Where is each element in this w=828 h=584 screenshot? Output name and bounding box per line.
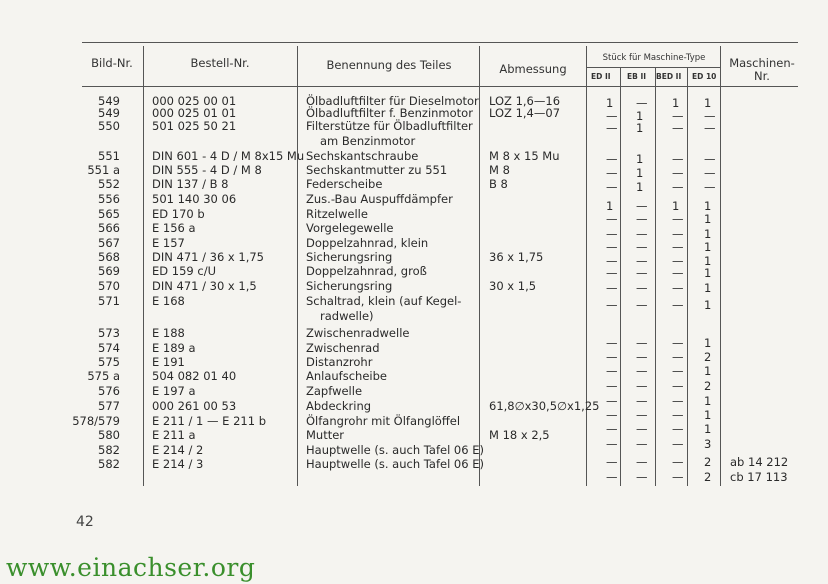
row-quantity-3: — — [672, 394, 684, 408]
row-quantity-2: 1 — [636, 109, 644, 123]
row-bild-nr: 549 — [98, 94, 120, 108]
row-maschinen-nr: cb 17 113 — [730, 470, 788, 484]
row-benennung: Sechskantmutter zu 551 — [306, 163, 448, 177]
row-bild-nr: 574 — [98, 341, 120, 355]
row-quantity-3: — — [672, 455, 684, 469]
row-bild-nr: 577 — [98, 399, 120, 413]
row-abmessung: B 8 — [489, 177, 508, 191]
row-quantity-2: 1 — [636, 152, 644, 166]
row-quantity-4: 1 — [704, 199, 712, 213]
row-quantity-1: — — [606, 121, 618, 135]
header-type-3: BED II — [656, 72, 682, 81]
row-bestell-nr: DIN 137 / B 8 — [152, 177, 229, 191]
row-quantity-4: — — [704, 152, 716, 166]
row-quantity-4: 2 — [704, 379, 712, 393]
row-bild-nr: 551 a — [87, 163, 120, 177]
row-quantity-3: — — [672, 336, 684, 350]
row-abmessung: M 18 x 2,5 — [489, 428, 550, 442]
row-quantity-2: — — [636, 455, 648, 469]
row-quantity-4: 1 — [704, 408, 712, 422]
row-quantity-1: — — [606, 152, 618, 166]
row-quantity-2: — — [636, 336, 648, 350]
row-bestell-nr: E 157 — [152, 236, 185, 250]
row-bild-nr: 582 — [98, 443, 120, 457]
row-quantity-3: — — [672, 240, 684, 254]
row-benennung: Doppelzahnrad, klein — [306, 236, 429, 250]
row-benennung: Abdeckring — [306, 399, 372, 413]
row-quantity-2: 1 — [636, 180, 644, 194]
col-divider-8 — [720, 46, 721, 486]
row-quantity-4: 1 — [704, 364, 712, 378]
header-bild-nr: Bild-Nr. — [91, 56, 133, 70]
row-benennung: radwelle) — [320, 309, 374, 323]
row-bild-nr: 570 — [98, 279, 120, 293]
row-bild-nr: 551 — [98, 149, 120, 163]
row-quantity-3: — — [672, 437, 684, 451]
page-number: 42 — [76, 514, 94, 530]
row-quantity-4: — — [704, 166, 716, 180]
row-quantity-1: — — [606, 408, 618, 422]
row-quantity-4: 1 — [704, 422, 712, 436]
row-bild-nr: 550 — [98, 119, 120, 133]
row-quantity-4: 1 — [704, 281, 712, 295]
row-bestell-nr: E 168 — [152, 294, 185, 308]
row-bestell-nr: E 211 a — [152, 428, 196, 442]
row-benennung: Sicherungsring — [306, 279, 393, 293]
row-bestell-nr: E 189 a — [152, 341, 196, 355]
row-benennung: Anlaufscheibe — [306, 369, 387, 383]
row-quantity-3: — — [672, 422, 684, 436]
row-benennung: Mutter — [306, 428, 345, 442]
row-benennung: Zwischenrad — [306, 341, 380, 355]
row-quantity-4: 1 — [704, 266, 712, 280]
row-bild-nr: 568 — [98, 250, 120, 264]
row-benennung: Zapfwelle — [306, 384, 363, 398]
row-quantity-1: — — [606, 437, 618, 451]
col-divider-3 — [479, 46, 480, 486]
row-benennung: Federscheibe — [306, 177, 383, 191]
row-bestell-nr: E 197 a — [152, 384, 196, 398]
row-bestell-nr: ED 159 c/U — [152, 264, 216, 278]
col-divider-6 — [655, 67, 656, 486]
row-quantity-3: — — [672, 266, 684, 280]
row-quantity-3: 1 — [672, 199, 680, 213]
row-quantity-1: — — [606, 212, 618, 226]
header-abmessung: Abmessung — [499, 62, 567, 76]
row-quantity-4: 1 — [704, 212, 712, 226]
row-bild-nr: 567 — [98, 236, 120, 250]
row-bild-nr: 578/579 — [72, 414, 120, 428]
row-quantity-1: — — [606, 350, 618, 364]
row-quantity-2: — — [636, 364, 648, 378]
row-quantity-3: — — [672, 254, 684, 268]
row-quantity-4: 1 — [704, 254, 712, 268]
row-bild-nr: 575 — [98, 355, 120, 369]
row-quantity-1: — — [606, 336, 618, 350]
row-bestell-nr: 504 082 01 40 — [152, 369, 237, 383]
row-quantity-3: — — [672, 227, 684, 241]
row-quantity-2: — — [636, 199, 648, 213]
row-quantity-2: — — [636, 96, 648, 110]
row-bestell-nr: E 214 / 3 — [152, 457, 204, 471]
row-bestell-nr: ED 170 b — [152, 207, 205, 221]
row-abmessung: 30 x 1,5 — [489, 279, 537, 293]
header-type-2: EB II — [627, 72, 647, 81]
row-quantity-3: — — [672, 470, 684, 484]
row-benennung: Ölfangrohr mit Ölfanglöffel — [306, 414, 461, 428]
row-benennung: Ölbadluftfilter f. Benzinmotor — [306, 106, 473, 120]
col-divider-4 — [586, 46, 587, 486]
row-quantity-2: 1 — [636, 166, 644, 180]
row-quantity-1: — — [606, 298, 618, 312]
row-quantity-4: 1 — [704, 227, 712, 241]
header-maschinen-nr-2: Nr. — [754, 69, 770, 83]
row-quantity-1: — — [606, 455, 618, 469]
row-quantity-2: — — [636, 254, 648, 268]
row-quantity-2: — — [636, 408, 648, 422]
row-bild-nr: 573 — [98, 326, 120, 340]
row-quantity-1: — — [606, 240, 618, 254]
row-quantity-3: — — [672, 166, 684, 180]
row-quantity-3: — — [672, 121, 684, 135]
row-benennung: Filterstütze für Ölbadluftfilter — [306, 119, 473, 133]
row-benennung: am Benzinmotor — [320, 134, 416, 148]
col-divider-7 — [687, 67, 688, 486]
header-stueck-fuer-type: Stück für Maschine-Type — [602, 53, 706, 63]
row-quantity-4: 1 — [704, 336, 712, 350]
row-quantity-4: 1 — [704, 96, 712, 110]
row-quantity-1: — — [606, 364, 618, 378]
col-divider-2 — [297, 46, 298, 486]
row-abmessung: LOZ 1,6—16 — [489, 94, 561, 108]
row-quantity-2: — — [636, 394, 648, 408]
row-bild-nr: 576 — [98, 384, 120, 398]
row-quantity-3: — — [672, 152, 684, 166]
row-quantity-2: — — [636, 240, 648, 254]
row-quantity-1: — — [606, 227, 618, 241]
row-quantity-3: — — [672, 408, 684, 422]
header-type-1: ED II — [591, 72, 611, 81]
row-quantity-4: — — [704, 109, 716, 123]
row-quantity-4: — — [704, 121, 716, 135]
row-quantity-2: — — [636, 227, 648, 241]
row-bestell-nr: 000 261 00 53 — [152, 399, 237, 413]
row-bild-nr: 566 — [98, 221, 120, 235]
row-quantity-2: — — [636, 212, 648, 226]
row-bestell-nr: E 211 / 1 — E 211 b — [152, 414, 267, 428]
row-quantity-2: — — [636, 470, 648, 484]
row-abmessung: M 8 x 15 Mu — [489, 149, 560, 163]
row-quantity-1: — — [606, 180, 618, 194]
row-quantity-3: — — [672, 180, 684, 194]
row-quantity-3: — — [672, 298, 684, 312]
row-quantity-3: 1 — [672, 96, 680, 110]
header-maschinen-nr-1: Maschinen- — [729, 56, 795, 70]
row-bild-nr: 582 — [98, 457, 120, 471]
row-bestell-nr: E 191 — [152, 355, 185, 369]
row-bestell-nr: E 188 — [152, 326, 185, 340]
row-quantity-1: 1 — [606, 199, 614, 213]
row-quantity-4: 1 — [704, 298, 712, 312]
row-benennung: Distanzrohr — [306, 355, 373, 369]
row-benennung: Sicherungsring — [306, 250, 393, 264]
row-bild-nr: 575 a — [87, 369, 120, 383]
row-abmessung: 61,8∅x30,5∅x1,25 — [489, 399, 600, 413]
row-quantity-2: — — [636, 379, 648, 393]
row-quantity-3: — — [672, 281, 684, 295]
table-top-rule — [82, 42, 798, 43]
row-bestell-nr: 000 025 00 01 — [152, 94, 237, 108]
row-benennung: Hauptwelle (s. auch Tafel 06 E) — [306, 457, 484, 471]
row-quantity-2: — — [636, 437, 648, 451]
row-quantity-2: — — [636, 298, 648, 312]
row-quantity-4: 2 — [704, 350, 712, 364]
row-quantity-1: — — [606, 379, 618, 393]
col-divider-5 — [620, 67, 621, 486]
row-quantity-3: — — [672, 212, 684, 226]
row-quantity-2: — — [636, 422, 648, 436]
row-benennung: Doppelzahnrad, groß — [306, 264, 427, 278]
header-bestell-nr: Bestell-Nr. — [190, 56, 250, 70]
row-abmessung: LOZ 1,4—07 — [489, 106, 561, 120]
row-quantity-1: — — [606, 254, 618, 268]
row-bild-nr: 580 — [98, 428, 120, 442]
header-bottom-rule — [82, 86, 798, 87]
row-bestell-nr: E 214 / 2 — [152, 443, 204, 457]
row-quantity-4: 2 — [704, 470, 712, 484]
row-benennung: Ritzelwelle — [306, 207, 368, 221]
row-bestell-nr: 501 025 50 21 — [152, 119, 237, 133]
row-maschinen-nr: ab 14 212 — [730, 455, 789, 469]
row-benennung: Sechskantschraube — [306, 149, 419, 163]
row-bestell-nr: DIN 555 - 4 D / M 8 — [152, 163, 262, 177]
row-bild-nr: 571 — [98, 294, 120, 308]
row-bestell-nr: DIN 471 / 36 x 1,75 — [152, 250, 264, 264]
row-bestell-nr: E 156 a — [152, 221, 196, 235]
row-benennung: Ölbadluftfilter für Dieselmotor — [306, 94, 479, 108]
row-bestell-nr: 501 140 30 06 — [152, 192, 237, 206]
row-benennung: Vorgelegewelle — [306, 221, 394, 235]
row-bestell-nr: 000 025 01 01 — [152, 106, 237, 120]
col-divider-1 — [143, 46, 144, 486]
row-quantity-4: 2 — [704, 455, 712, 469]
row-benennung: Hauptwelle (s. auch Tafel 06 E) — [306, 443, 484, 457]
row-quantity-2: — — [636, 350, 648, 364]
row-quantity-4: 1 — [704, 240, 712, 254]
watermark-url: www.einachser.org — [6, 553, 256, 582]
row-bestell-nr: DIN 471 / 30 x 1,5 — [152, 279, 257, 293]
header-type-4: ED 10 — [692, 72, 717, 81]
row-quantity-1: — — [606, 394, 618, 408]
row-quantity-3: — — [672, 364, 684, 378]
row-bild-nr: 565 — [98, 207, 120, 221]
row-quantity-1: — — [606, 470, 618, 484]
row-quantity-1: — — [606, 166, 618, 180]
row-quantity-1: 1 — [606, 96, 614, 110]
row-quantity-4: 3 — [704, 437, 712, 451]
row-benennung: Zus.-Bau Auspuffdämpfer — [306, 192, 453, 206]
row-quantity-1: — — [606, 109, 618, 123]
row-quantity-3: — — [672, 109, 684, 123]
row-quantity-2: — — [636, 281, 648, 295]
row-quantity-3: — — [672, 350, 684, 364]
row-abmessung: M 8 — [489, 163, 510, 177]
row-benennung: Schaltrad, klein (auf Kegel- — [306, 294, 462, 308]
row-quantity-3: — — [672, 379, 684, 393]
row-quantity-1: — — [606, 266, 618, 280]
row-benennung: Zwischenradwelle — [306, 326, 410, 340]
row-abmessung: 36 x 1,75 — [489, 250, 544, 264]
row-quantity-1: — — [606, 281, 618, 295]
row-bild-nr: 569 — [98, 264, 120, 278]
row-bestell-nr: DIN 601 - 4 D / M 8x15 Mu — [152, 149, 305, 163]
row-bild-nr: 556 — [98, 192, 120, 206]
header-benennung: Benennung des Teiles — [326, 58, 452, 72]
row-quantity-1: — — [606, 422, 618, 436]
row-quantity-4: — — [704, 180, 716, 194]
row-quantity-2: 1 — [636, 121, 644, 135]
row-bild-nr: 549 — [98, 106, 120, 120]
row-quantity-2: — — [636, 266, 648, 280]
row-bild-nr: 552 — [98, 177, 120, 191]
row-quantity-4: 1 — [704, 394, 712, 408]
type-subheader-rule — [586, 67, 720, 68]
